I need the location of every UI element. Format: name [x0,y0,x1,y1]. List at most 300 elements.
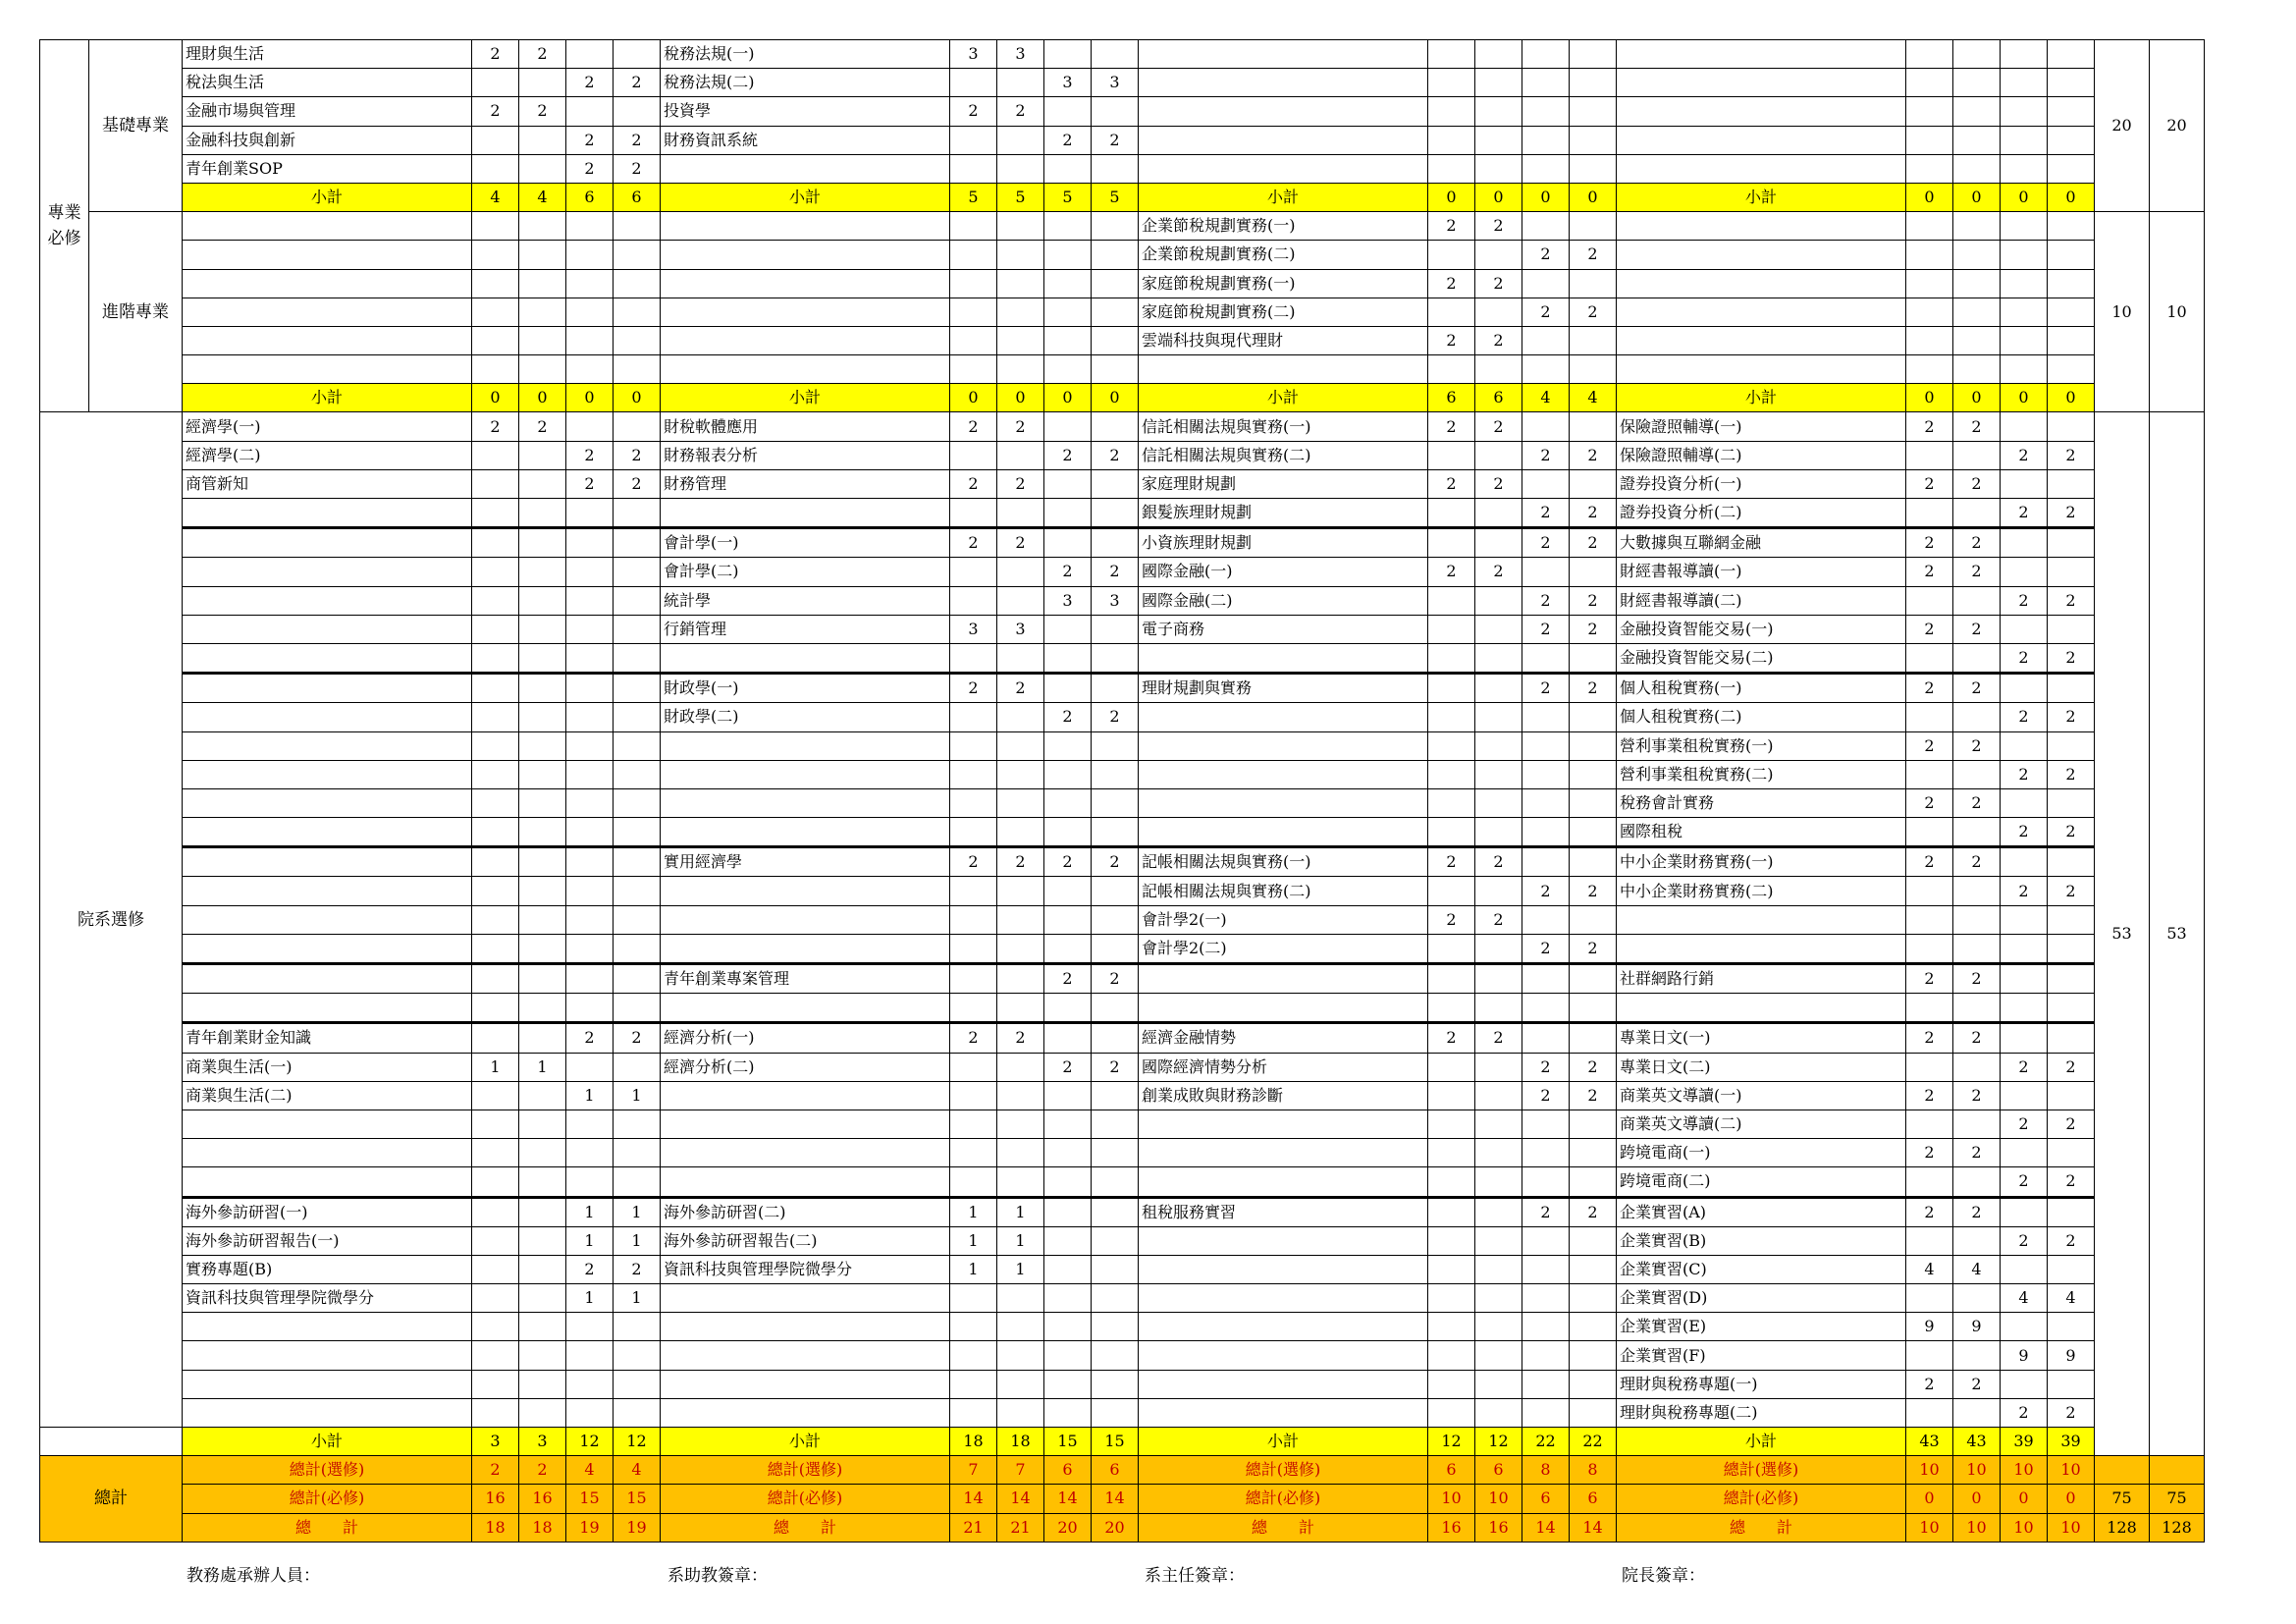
credit-hour-cell [1570,326,1617,354]
credit-hour-cell [1092,1023,1139,1053]
credit-hour-cell: 2 [1953,731,2001,760]
credit-hour-cell [1570,643,1617,673]
credit-hour-cell [1044,1313,1092,1341]
credit-hour-cell [1906,1284,1953,1313]
credit-hour-cell: 2 [1570,1053,1617,1081]
course-name: 青年創業專案管理 [661,964,950,994]
credit-hour-cell [1044,269,1092,298]
course-name: 經濟分析(一) [661,1023,950,1053]
credit-hour-cell: 3 [997,40,1044,69]
credit-hour-cell [472,528,519,558]
credit-hour-cell [1044,1081,1092,1110]
credit-hour-cell [1475,40,1522,69]
credit-hour-cell: 16 [1475,1513,1522,1542]
credit-hour-cell [1570,1110,1617,1138]
credit-hour-cell: 10 [2001,1456,2048,1485]
credit-hour-cell [1570,558,1617,586]
credit-hour-cell [1044,528,1092,558]
credit-hour-cell [2001,298,2048,326]
credit-hour-cell [519,994,566,1023]
credit-hour-cell: 6 [1044,1456,1092,1485]
credit-hour-cell: 6 [614,183,661,211]
row-label: 小計 [661,1428,950,1456]
credit-hour-cell [614,964,661,994]
credit-hour-cell: 2 [2001,877,2048,905]
credit-hour-cell [950,818,997,847]
credit-hour-cell [566,586,614,615]
credit-hour-cell: 2 [1953,964,2001,994]
credit-hour-cell [2048,412,2095,441]
credit-hour-cell: 2 [1570,499,1617,528]
final-total-value: 128 [2150,1513,2205,1542]
credit-hour-cell [2048,528,2095,558]
credit-hour-cell [997,1341,1044,1370]
credit-hour-cell [1475,674,1522,703]
credit-hour-cell: 4 [2001,1284,2048,1313]
credit-hour-cell [950,1081,997,1110]
credit-hour-cell: 8 [1570,1456,1617,1485]
course-name: 企業實習(E) [1617,1313,1906,1341]
course-name: 經濟分析(二) [661,1053,950,1081]
credit-hour-cell: 2 [1428,269,1475,298]
credit-hour-cell [472,298,519,326]
credit-hour-cell [472,964,519,994]
credit-hour-cell [472,241,519,269]
credit-hour-cell: 0 [519,384,566,412]
credit-hour-cell [472,469,519,498]
credit-hour-cell: 2 [2048,1226,2095,1255]
credit-hour-cell [472,1284,519,1313]
advanced-total: 10 [2095,212,2150,412]
credit-hour-cell [2048,355,2095,384]
credit-hour-cell: 16 [472,1485,519,1513]
course-name [1139,97,1428,126]
credit-hour-cell [1475,528,1522,558]
credit-hour-cell [1044,1139,1092,1167]
credit-hour-cell [472,615,519,643]
credit-hour-cell: 2 [1906,1139,1953,1167]
credit-hour-cell: 18 [519,1513,566,1542]
credit-hour-cell [2001,212,2048,241]
credit-hour-cell: 1 [614,1081,661,1110]
course-name [1139,994,1428,1023]
credit-hour-cell [1522,1341,1570,1370]
credit-hour-cell [1522,643,1570,673]
credit-hour-cell: 15 [614,1485,661,1513]
credit-hour-cell [566,412,614,441]
credit-hour-cell [2001,154,2048,183]
credit-hour-cell [1092,298,1139,326]
course-name [183,1341,472,1370]
credit-hour-cell: 2 [1044,703,1092,731]
credit-hour-cell [950,1110,997,1138]
course-row [40,558,2205,586]
credit-hour-cell [1092,241,1139,269]
credit-hour-cell [950,241,997,269]
credit-hour-cell [1906,1053,1953,1081]
course-name [661,1081,950,1110]
credit-hour-cell [1475,934,1522,963]
credit-hour-cell [1906,1398,1953,1427]
credit-hour-cell [1522,269,1570,298]
credit-hour-cell [566,355,614,384]
credit-hour-cell: 39 [2048,1428,2095,1456]
credit-hour-cell [2001,97,2048,126]
credit-hour-cell: 2 [1906,469,1953,498]
credit-hour-cell [997,964,1044,994]
credit-hour-cell [1092,1341,1139,1370]
credit-hour-cell: 12 [1428,1428,1475,1456]
credit-hour-cell [472,355,519,384]
credit-hour-cell [614,1139,661,1167]
credit-hour-cell: 12 [566,1428,614,1456]
credit-hour-cell [1522,326,1570,354]
credit-hour-cell [472,934,519,963]
credit-hour-cell [997,298,1044,326]
subtotal-row [40,1428,2205,1456]
credit-hour-cell [1953,40,2001,69]
course-name: 證券投資分析(一) [1617,469,1906,498]
credit-hour-cell [1475,1313,1522,1341]
credit-hour-cell [997,269,1044,298]
credit-hour-cell: 2 [1953,674,2001,703]
credit-hour-cell: 6 [566,183,614,211]
course-name [183,643,472,673]
credit-hour-cell [1953,994,2001,1023]
credit-hour-cell: 1 [614,1226,661,1255]
credit-hour-cell [2048,1313,2095,1341]
credit-hour-cell [1428,1226,1475,1255]
credit-hour-cell [1428,97,1475,126]
course-name: 理財與稅務專題(二) [1617,1398,1906,1427]
course-name: 稅務會計實務 [1617,788,1906,817]
credit-hour-cell [1522,355,1570,384]
course-name [1139,1226,1428,1255]
credit-hour-cell: 2 [1522,499,1570,528]
credit-hour-cell: 8 [1522,1456,1570,1485]
course-name: 資訊科技與管理學院微學分 [183,1284,472,1313]
credit-hour-cell: 2 [2048,643,2095,673]
course-name [661,643,950,673]
course-row [40,212,2205,241]
credit-hour-cell: 16 [1428,1513,1475,1542]
credit-hour-cell: 1 [950,1226,997,1255]
credit-hour-cell [614,847,661,877]
course-row [40,703,2205,731]
credit-hour-cell [614,1053,661,1081]
credit-hour-cell [997,788,1044,817]
credit-hour-cell: 2 [566,469,614,498]
credit-hour-cell: 2 [1906,1023,1953,1053]
credit-hour-cell [1953,499,2001,528]
credit-hour-cell [1092,1398,1139,1427]
credit-hour-cell [1570,40,1617,69]
course-name: 商業與生活(二) [183,1081,472,1110]
credit-hour-cell [566,847,614,877]
credit-hour-cell: 22 [1570,1428,1617,1456]
credit-hour-cell [472,1313,519,1341]
credit-hour-cell [997,1139,1044,1167]
course-name [183,905,472,934]
credit-hour-cell [519,674,566,703]
course-name [661,1398,950,1427]
credit-hour-cell: 5 [1044,183,1092,211]
credit-hour-cell [1428,40,1475,69]
credit-hour-cell: 2 [1570,298,1617,326]
credit-hour-cell: 2 [614,441,661,469]
credit-hour-cell [1092,994,1139,1023]
credit-hour-cell [1570,269,1617,298]
credit-hour-cell: 2 [2001,1167,2048,1197]
course-row [40,1370,2205,1398]
course-name: 稅務法規(一) [661,40,950,69]
credit-hour-cell: 9 [1953,1313,2001,1341]
credit-hour-cell: 2 [1522,298,1570,326]
credit-hour-cell [472,69,519,97]
credit-hour-cell [2001,355,2048,384]
credit-hour-cell: 2 [1906,788,1953,817]
credit-hour-cell [997,126,1044,154]
credit-hour-cell [1475,643,1522,673]
credit-hour-cell: 2 [1906,674,1953,703]
blank-total-cell [2095,1456,2150,1485]
credit-hour-cell: 2 [2048,877,2095,905]
credit-hour-cell [1906,703,1953,731]
credit-hour-cell [2048,269,2095,298]
credit-hour-cell: 2 [1092,964,1139,994]
credit-hour-cell [519,528,566,558]
credit-hour-cell [614,643,661,673]
credit-hour-cell: 14 [1522,1513,1570,1542]
credit-hour-cell [1522,1255,1570,1283]
credit-hour-cell [519,355,566,384]
credit-hour-cell: 2 [472,1456,519,1485]
credit-hour-cell [566,1341,614,1370]
credit-hour-cell [519,1284,566,1313]
course-name: 財務管理 [661,469,950,498]
credit-hour-cell [519,615,566,643]
course-name [1139,1398,1428,1427]
credit-hour-cell: 7 [950,1456,997,1485]
credit-hour-cell: 3 [519,1428,566,1456]
credit-hour-cell: 2 [1428,1023,1475,1053]
credit-hour-cell [1475,1226,1522,1255]
credit-hour-cell [1428,994,1475,1023]
credit-hour-cell [950,934,997,963]
row-label: 小計 [1139,183,1428,211]
course-row [40,1110,2205,1138]
credit-hour-cell [566,788,614,817]
credit-hour-cell: 2 [1475,326,1522,354]
credit-hour-cell [950,994,997,1023]
credit-hour-cell [1953,1341,2001,1370]
course-name: 理財與生活 [183,40,472,69]
course-name: 商業英文導讀(一) [1617,1081,1906,1110]
credit-hour-cell [997,1284,1044,1313]
course-row [40,1023,2205,1053]
credit-hour-cell [2001,241,2048,269]
course-name [661,499,950,528]
credit-hour-cell [950,1398,997,1427]
credit-hour-cell [614,934,661,963]
credit-hour-cell: 2 [2001,1110,2048,1138]
row-label: 小計 [1617,183,1906,211]
course-name: 金融投資智能交易(一) [1617,615,1906,643]
credit-hour-cell [1475,499,1522,528]
credit-hour-cell [1044,760,1092,788]
credit-hour-cell: 4 [2048,1284,2095,1313]
credit-hour-cell [1092,154,1139,183]
credit-hour-cell [519,499,566,528]
credit-hour-cell [614,355,661,384]
credit-hour-cell [566,241,614,269]
course-name [1139,1370,1428,1398]
credit-hour-cell: 2 [950,412,997,441]
credit-hour-cell: 2 [1092,558,1139,586]
credit-hour-cell [1044,1167,1092,1197]
credit-hour-cell [1522,154,1570,183]
credit-hour-cell: 2 [1475,558,1522,586]
credit-hour-cell: 2 [1092,126,1139,154]
credit-hour-cell [1475,1053,1522,1081]
credit-hour-cell [1044,934,1092,963]
course-row [40,615,2205,643]
credit-hour-cell: 2 [1522,1081,1570,1110]
credit-hour-cell [566,1110,614,1138]
credit-hour-cell [519,326,566,354]
credit-hour-cell [2048,788,2095,817]
credit-hour-cell [1428,586,1475,615]
credit-hour-cell [1570,703,1617,731]
credit-hour-cell: 10 [1906,1456,1953,1485]
credit-hour-cell [1428,1110,1475,1138]
credit-hour-cell [1475,1370,1522,1398]
credit-hour-cell [950,1313,997,1341]
credit-hour-cell [614,1370,661,1398]
credit-hour-cell: 4 [614,1456,661,1485]
credit-hour-cell [614,97,661,126]
credit-hour-cell [614,731,661,760]
credit-hour-cell: 2 [1522,586,1570,615]
credit-hour-cell [950,760,997,788]
course-name [183,241,472,269]
credit-hour-cell: 2 [1522,1197,1570,1226]
credit-hour-cell [1475,241,1522,269]
course-name: 商業英文導讀(二) [1617,1110,1906,1138]
credit-hour-cell: 6 [1428,384,1475,412]
credit-hour-cell [614,1167,661,1197]
course-name [183,1370,472,1398]
credit-hour-cell [1092,1313,1139,1341]
credit-hour-cell [519,1167,566,1197]
credit-hour-cell [519,241,566,269]
course-row [40,1313,2205,1341]
credit-hour-cell [2001,788,2048,817]
credit-hour-cell [566,558,614,586]
credit-hour-cell [472,643,519,673]
course-name: 記帳相關法規與實務(二) [1139,877,1428,905]
row-label: 小計 [183,1428,472,1456]
course-name [1617,40,1906,69]
course-name [661,905,950,934]
credit-hour-cell [1428,643,1475,673]
credit-hour-cell [1475,1110,1522,1138]
credit-hour-cell [519,1110,566,1138]
credit-hour-cell [2001,1197,2048,1226]
subtotal-row [40,183,2205,211]
course-name: 保險證照輔導(二) [1617,441,1906,469]
credit-hour-cell: 5 [1092,183,1139,211]
credit-hour-cell [1475,788,1522,817]
row-label: 總計(必修) [183,1485,472,1513]
credit-hour-cell [472,126,519,154]
credit-hour-cell [472,1023,519,1053]
credit-hour-cell [1092,412,1139,441]
credit-hour-cell [997,154,1044,183]
course-name: 經濟學(二) [183,441,472,469]
credit-hour-cell [2048,1023,2095,1053]
credit-hour-cell [1044,97,1092,126]
credit-hour-cell [1522,1023,1570,1053]
credit-hour-cell [950,558,997,586]
course-name [661,326,950,354]
credit-hour-cell [2001,326,2048,354]
credit-hour-cell: 2 [1522,674,1570,703]
course-name [1139,703,1428,731]
credit-hour-cell: 19 [614,1513,661,1542]
course-name [1139,1284,1428,1313]
course-name [1617,355,1906,384]
credit-hour-cell [614,818,661,847]
credit-hour-cell [1044,1341,1092,1370]
credit-hour-cell [1428,241,1475,269]
grand-total-label: 總計 [40,1456,183,1543]
credit-hour-cell [2048,69,2095,97]
credit-hour-cell: 4 [1522,384,1570,412]
course-name: 信託相關法規與實務(二) [1139,441,1428,469]
credit-hour-cell [1522,126,1570,154]
credit-hour-cell [950,126,997,154]
credit-hour-cell: 2 [472,40,519,69]
credit-hour-cell [1570,126,1617,154]
credit-hour-cell [1428,355,1475,384]
credit-hour-cell: 2 [950,847,997,877]
credit-hour-cell: 2 [1428,847,1475,877]
credit-hour-cell [1906,499,1953,528]
course-name [1617,154,1906,183]
course-name: 社群網路行銷 [1617,964,1906,994]
credit-hour-cell: 2 [1044,1053,1092,1081]
course-name [183,674,472,703]
credit-hour-cell [472,1167,519,1197]
elective-total: 53 [2095,412,2150,1456]
credit-hour-cell: 0 [1953,183,2001,211]
credit-hour-cell [2001,558,2048,586]
credit-hour-cell [1092,1255,1139,1283]
credit-hour-cell [566,703,614,731]
credit-hour-cell: 3 [950,615,997,643]
credit-hour-cell: 2 [1475,1023,1522,1053]
credit-hour-cell [997,241,1044,269]
course-name [661,355,950,384]
credit-hour-cell [614,994,661,1023]
credit-hour-cell [614,241,661,269]
course-name [183,355,472,384]
credit-hour-cell: 2 [1906,847,1953,877]
credit-hour-cell [1906,1110,1953,1138]
course-name [1139,788,1428,817]
course-name [1139,1110,1428,1138]
